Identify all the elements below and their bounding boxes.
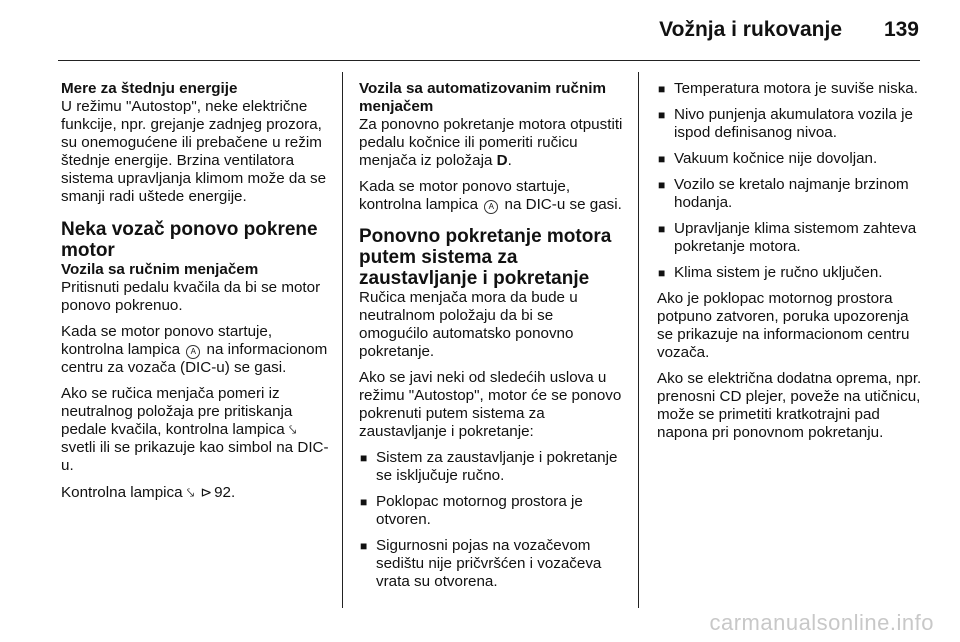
bullet-icon: ■	[658, 178, 666, 192]
page-number: 139	[883, 18, 919, 41]
autostop-lamp-icon: A	[484, 200, 498, 214]
page-reference-arrow-icon: ⊳	[200, 484, 213, 500]
text-fragment: .	[507, 152, 512, 169]
column-1	[61, 80, 329, 510]
list-item-text: Poklopac motornog prostora je otvoren.	[376, 493, 583, 528]
paragraph-hood-warning: Ako je poklopac motornog prostora potpuno zatvoren, poruka upozorenja se prikazuje na informacionom centru vozača.	[657, 290, 910, 361]
list-item-text: Sigurnosni pojas na vozačevom sedištu nije pričvršćen i vozačeva vrata su otvorena.	[376, 537, 602, 590]
list-item	[657, 150, 923, 168]
list-item	[359, 449, 625, 485]
list-item-text: Vakuum kočnice nije dovoljan.	[674, 150, 878, 167]
page-header	[0, 0, 960, 64]
autostop-lamp-icon: A	[186, 345, 200, 359]
list-item-text: Upravljanje klima sistemom zahteva pokretanje motora.	[674, 220, 917, 255]
bullet-icon: ■	[658, 266, 666, 280]
paragraph-press-clutch: Pritisnuti pedalu kvačila da bi se motor ponovo pokrenuo.	[61, 279, 321, 314]
paragraph-shift-lamp	[61, 385, 329, 475]
column-2	[359, 80, 625, 599]
list-item	[359, 537, 625, 591]
subheading-energy-saving: Mere za štednju energije	[61, 80, 238, 97]
header-rule	[58, 60, 920, 61]
paragraph-restart-dic	[359, 178, 625, 214]
heading-system-restart: Ponovno pokretanje motora putem sistema za zaustavljanje i pokretanje	[359, 226, 612, 289]
column-divider-1	[342, 72, 343, 608]
paragraph-lamp-reference	[61, 483, 329, 502]
bullet-icon: ■	[658, 152, 666, 166]
text-fragment: Za ponovno pokretanje motora otpustiti pedalu kočnice ili pomeriti ručicu menjača iz položaja	[359, 116, 623, 169]
page-title: Vožnja i rukovanje	[659, 18, 842, 41]
column-divider-2	[638, 72, 639, 608]
bullet-icon: ■	[658, 222, 666, 236]
shift-lamp-icon: ⤥	[186, 485, 195, 500]
list-item-text: Nivo punjenja akumulatora vozila je ispod definisanog nivoa.	[674, 106, 913, 141]
text-fragment: na informacionom centru za vozača (DIC-u) se gasi.	[61, 341, 328, 376]
subheading-automated-manual: Vozila sa automatizovanim ručnim menjačem	[359, 80, 606, 115]
list-item	[657, 176, 923, 212]
list-item	[359, 493, 625, 529]
text-fragment: Kada se motor ponovo startuje, kontrolna lampica	[359, 178, 571, 213]
bullet-icon: ■	[658, 108, 666, 122]
bullet-icon: ■	[360, 539, 368, 553]
paragraph-conditions: Ako se javi neki od sledećih uslova u režimu "Autostop", motor će se ponovo pokrenuti putem sistema za zaustavljanje i pokretanje:	[359, 369, 622, 440]
paragraph-voltage-drop: Ako se električna dodatna oprema, npr. prenosni CD plejer, poveže na utičnicu, može se primetiti kratkotrajni pad napona pri ponovnom pokretanju.	[657, 370, 922, 441]
list-item	[657, 220, 923, 256]
list-item	[657, 106, 923, 142]
heading-driver-restart: Neka vozač ponovo pokrene motor	[61, 219, 318, 261]
list-item	[657, 80, 923, 98]
bullet-icon: ■	[658, 82, 666, 96]
bullet-icon: ■	[360, 451, 368, 465]
list-item-text: Sistem za zaustavljanje i pokretanje se isključuje ručno.	[376, 449, 618, 484]
text-fragment: Ako se ručica menjača pomeri iz neutralnog položaja pre pritiskanja pedale kvačila, kontrolna lampica	[61, 385, 293, 438]
list-item	[657, 264, 923, 282]
text-fragment: Kontrolna lampica	[61, 484, 183, 501]
paragraph-release-brake	[359, 116, 625, 170]
shift-lamp-icon: ⤥	[288, 422, 297, 437]
gear-position-d: D	[496, 152, 508, 169]
list-item-text: Temperatura motora je suviše niska.	[674, 80, 918, 97]
paragraph-neutral-position: Ručica menjača mora da bude u neutralnom položaju da bi se omogućilo automatsko ponovno pokretanje.	[359, 289, 578, 360]
watermark: carmanualsonline.info	[709, 610, 934, 635]
list-item-text: Klima sistem je ručno uključen.	[674, 264, 883, 281]
paragraph-restart-lamp	[61, 323, 329, 377]
bullet-icon: ■	[360, 495, 368, 509]
conditions-list	[359, 449, 625, 591]
paragraph-energy-saving: U režimu "Autostop", neke električne funkcije, npr. grejanje zadnjeg prozora, su onemogućene ili prebačene u režim štednje energije. Brzina ventilatora sistema upravljanja klimom može da se smanji radi uštede energije.	[61, 98, 327, 205]
text-fragment: na DIC-u se gasi.	[504, 196, 622, 213]
page-reference: 92.	[214, 484, 236, 501]
list-item-text: Vozilo se kretalo najmanje brzinom hodanja.	[674, 176, 909, 211]
conditions-list-continued	[657, 80, 923, 282]
text-fragment: Kada se motor ponovo startuje, kontrolna lampica	[61, 323, 273, 358]
text-fragment: svetli ili se prikazuje kao simbol na DIC-u.	[61, 439, 329, 474]
column-3	[657, 80, 923, 450]
subheading-manual-transmission: Vozila sa ručnim menjačem	[61, 261, 259, 278]
